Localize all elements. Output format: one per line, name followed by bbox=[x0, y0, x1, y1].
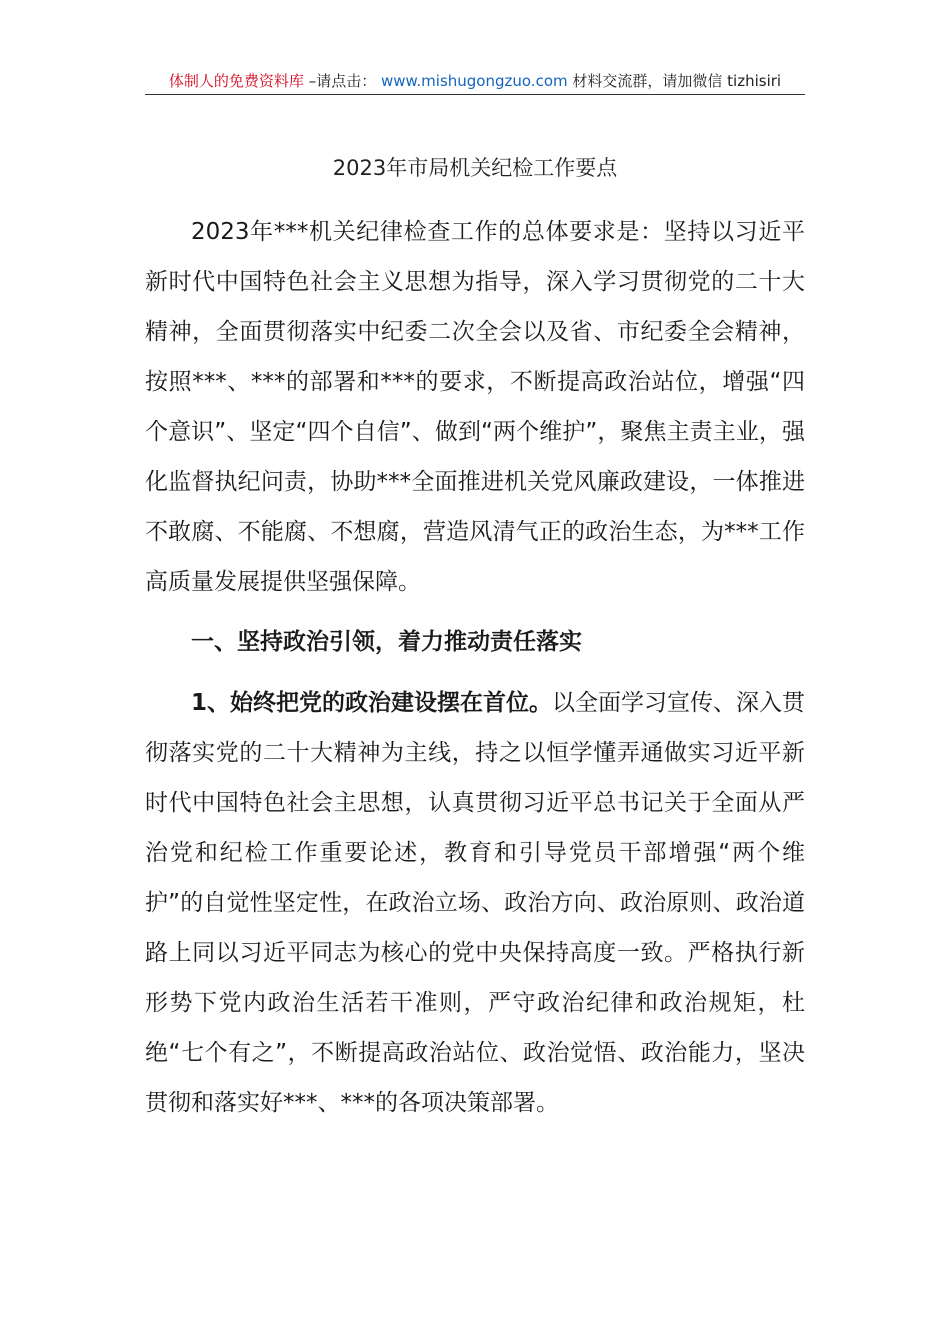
intro-paragraph: 2023年***机关纪律检查工作的总体要求是：坚持以习近平新时代中国特色社会主义思想为指导，深入学习贯彻党的二十大精神，全面贯彻落实中纪委二次全会以及省、市纪委全会精神，按照***、***的部署和***的要求，不断提高政治站位，增强“四个意识”、坚定“四个自信”、做到“两个维护”，聚焦主责主业，强化监督执纪问责，协助***全面推进机关党风廉政建设，一体推进不敢腐、不能腐、不想腐，营造风清气正的政治生态，为***工作高质量发展提供坚强保障。 bbox=[145, 219, 805, 595]
document-title: 2023年市局机关纪检工作要点 bbox=[332, 156, 618, 180]
item-body: 以全面学习宣传、深入贯彻落实党的二十大精神为主线，持之以恒学懂弄通做实习近平新时代中国特色社会主思想，认真贯彻习近平总书记关于全面从严治党和纪检工作重要论述，教育和引导党员干部增强“两个维护”的自觉性坚定性，在政治立场、政治方向、政治原则、政治道路上同以习近平同志为核心的党中央保持高度一致。严格执行新形势下党内政治生活若干准则，严守政治纪律和政治规矩，杜绝“七个有之”，不断提高政治站位、政治觉悟、政治能力，坚决贯彻和落实好***、***的各项决策部署。 bbox=[145, 690, 806, 1116]
header-link[interactable]: www.mishugongzuo.com bbox=[380, 72, 568, 90]
header-prompt: –请点击： bbox=[308, 72, 377, 90]
item-paragraph bbox=[145, 678, 805, 1128]
item-lead: 1、始终把党的政治建设摆在首位。 bbox=[191, 690, 553, 716]
header-brand: 体制人的免费资料库 bbox=[168, 72, 304, 90]
section-heading: 一、坚持政治引领，着力推动责任落实 bbox=[191, 629, 582, 655]
page-header bbox=[145, 70, 805, 95]
header-note: 材料交流群，请加微信 tizhisiri bbox=[572, 72, 782, 90]
